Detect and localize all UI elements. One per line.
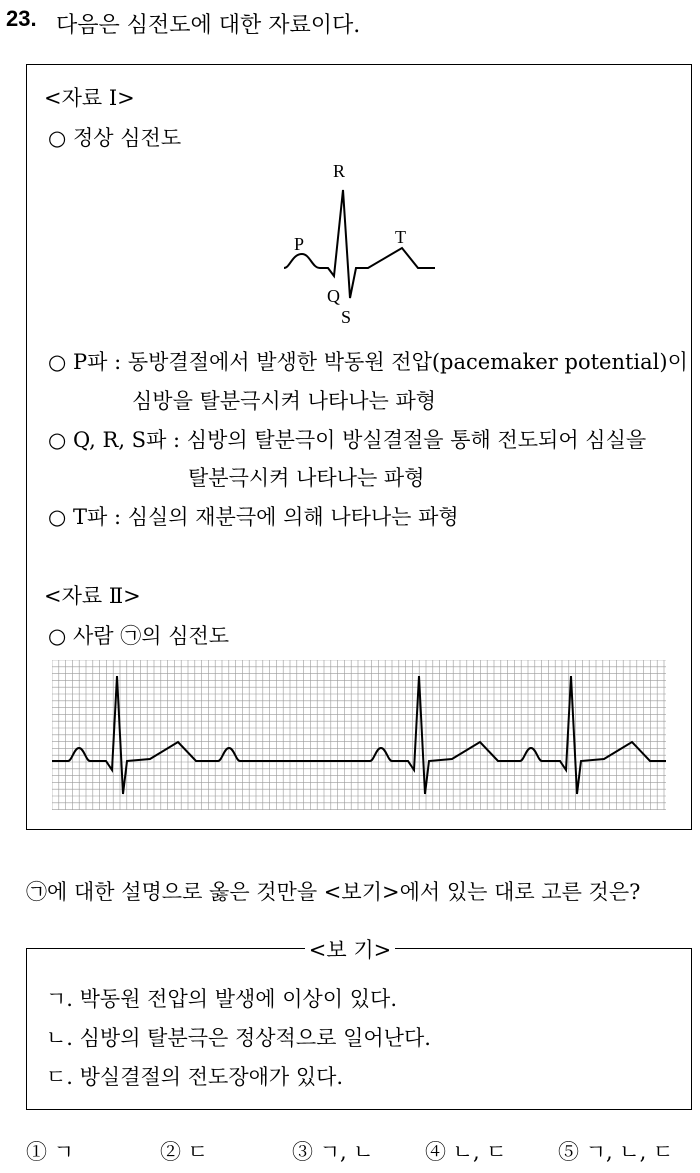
normal-ecg-trace (284, 190, 435, 298)
label-q: Q (327, 286, 340, 306)
bogi-item-2: ㄴ. 심방의 탈분극은 정상적으로 일어난다. (46, 1026, 431, 1050)
question-number: 23. (6, 6, 37, 31)
choice-1[interactable]: ① ㄱ (26, 1140, 74, 1164)
qrs-desc-line1: ○ Q, R, S파 : 심방의 탈분극이 방실결절을 통해 전도되어 심실을 (48, 428, 647, 452)
qrs-desc-line2: 탈분극시켜 나타나는 파형 (188, 466, 425, 490)
bogi-item-1: ㄱ. 박동원 전압의 발생에 이상이 있다. (46, 987, 398, 1011)
t-wave-desc: ○ T파 : 심실의 재분극에 의해 나타나는 파형 (48, 505, 459, 529)
material2-subtitle: ○ 사람 ㉠의 심전도 (48, 624, 230, 648)
choice-4[interactable]: ④ ㄴ, ㄷ (425, 1140, 507, 1164)
material2-header: <자료 Ⅱ> (44, 584, 141, 608)
choice-2[interactable]: ② ㄷ (160, 1140, 208, 1164)
bogi-title (0, 934, 700, 964)
p-wave-desc-line2: 심방을 탈분극시켜 나타나는 파형 (132, 389, 437, 413)
bogi-title-text: <보 기> (305, 938, 395, 962)
label-t: T (395, 227, 406, 247)
label-s: S (341, 307, 352, 327)
question-prompt: ㉠에 대한 설명으로 옳은 것만을 <보기>에서 있는 대로 고른 것은? (26, 880, 641, 904)
choice-5[interactable]: ⑤ ㄱ, ㄴ, ㄷ (558, 1140, 674, 1164)
choice-3[interactable]: ③ ㄱ, ㄴ (292, 1140, 374, 1164)
bogi-item-3: ㄷ. 방실결절의 전도장애가 있다. (46, 1065, 344, 1089)
person-ecg-grid (52, 660, 666, 810)
p-wave-desc-line1: ○ P파 : 동방결절에서 발생한 박동원 전압(pacemaker potential)이 (48, 350, 688, 374)
material1-header: <자료 I> (44, 86, 135, 110)
label-p: P (294, 234, 305, 254)
question-text: 다음은 심전도에 대한 자료이다. (56, 13, 361, 38)
label-r: R (333, 161, 346, 181)
material1-subtitle: ○ 정상 심전도 (48, 126, 182, 150)
